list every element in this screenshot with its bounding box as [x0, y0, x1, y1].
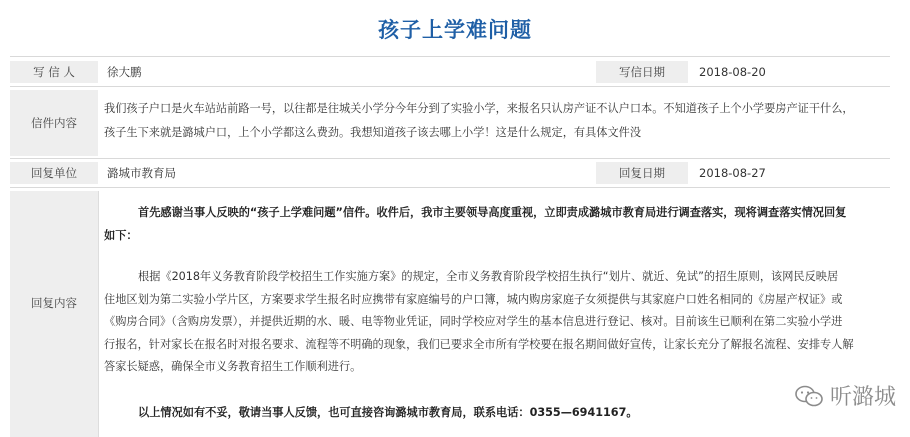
- reply-date-value: 2018-08-27: [689, 162, 890, 184]
- reply-closing-block: [104, 402, 890, 425]
- reply-body-line: 行报名，针对家长在报名时对报名要求、流程等不明确的现象，我们已要求全市所有学校要在报名期间做好宣传，让家长充分了解报名流程、安排专人解: [104, 337, 854, 351]
- divider: [10, 56, 890, 57]
- divider: [10, 187, 890, 188]
- reply-body-line: 答家长疑惑，确保全市义务教育招生工作顺利进行。: [104, 360, 362, 373]
- watermark-text: 听潞城: [829, 385, 896, 410]
- letter-content: [104, 97, 890, 145]
- reply-body-line: 住地区划为第二实验小学片区，方案要求学生报名时应携带有家庭编号的户口簿，城内购房家庭子女须提供与其家庭户口姓名相同的《房屋产权证》或: [104, 292, 843, 306]
- reply-unit-label: 回复单位: [10, 162, 98, 184]
- watermark: [794, 380, 896, 411]
- reply-content-label: 回复内容: [31, 296, 77, 310]
- sender-value: 徐大鹏: [99, 61, 595, 83]
- column-divider: [98, 191, 99, 437]
- reply-body-line: 根据《2018年义务教育阶段学校招生工作实施方案》的规定，全市义务教育阶段学校招生执行“划片、就近、免试”的招生原则，该网民反映居: [138, 270, 839, 283]
- page-title: 孩子上学难问题: [378, 18, 532, 42]
- wechat-icon: [794, 384, 824, 408]
- reply-intro-line: 首先感谢当事人反映的“孩子上学难问题”信件。收件后，我市主要领导高度重视，立即责成潞城市教育局进行调查落实，现将调查落实情况回复: [138, 206, 847, 219]
- reply-unit-value: 潞城市教育局: [99, 162, 595, 184]
- letter-content-line: 我们孩子户口是火车站站前路一号，以往都是往城关小学分今年分到了实验小学，来报名只认房产证不认户口本。不知道孩子上个小学要房产证干什么，: [104, 102, 854, 115]
- reply-date-label: 回复日期: [596, 162, 688, 184]
- reply-content: [104, 202, 890, 247]
- divider: [10, 158, 890, 159]
- reply-intro-line: 如下：: [104, 228, 138, 242]
- reply-body-line: 《购房合同》（含购房发票），并提供近期的水、暖、电等物业凭证，同时学校应对学生的基本信息进行登记、核对。目前该生已顺利在第二实验小学进: [104, 315, 843, 328]
- letter-date-value: 2018-08-20: [689, 61, 890, 83]
- letter-content-label: 信件内容: [10, 90, 98, 156]
- letter-date-label: 写信日期: [596, 61, 688, 83]
- sender-label: 写 信 人: [10, 61, 98, 83]
- letter-content-line: 孩子生下来就是潞城户口，上个小学都这么费劲。我想知道孩子该去哪上小学！这是什么规定，有具体文件没: [104, 126, 642, 139]
- divider: [10, 86, 890, 87]
- reply-content-label-cell: [10, 191, 98, 437]
- reply-body: [104, 266, 890, 379]
- reply-closing: 以上情况如有不妥，敬请当事人反馈，也可直接咨询潞城市教育局，联系电话：0355—6941167。: [138, 406, 638, 419]
